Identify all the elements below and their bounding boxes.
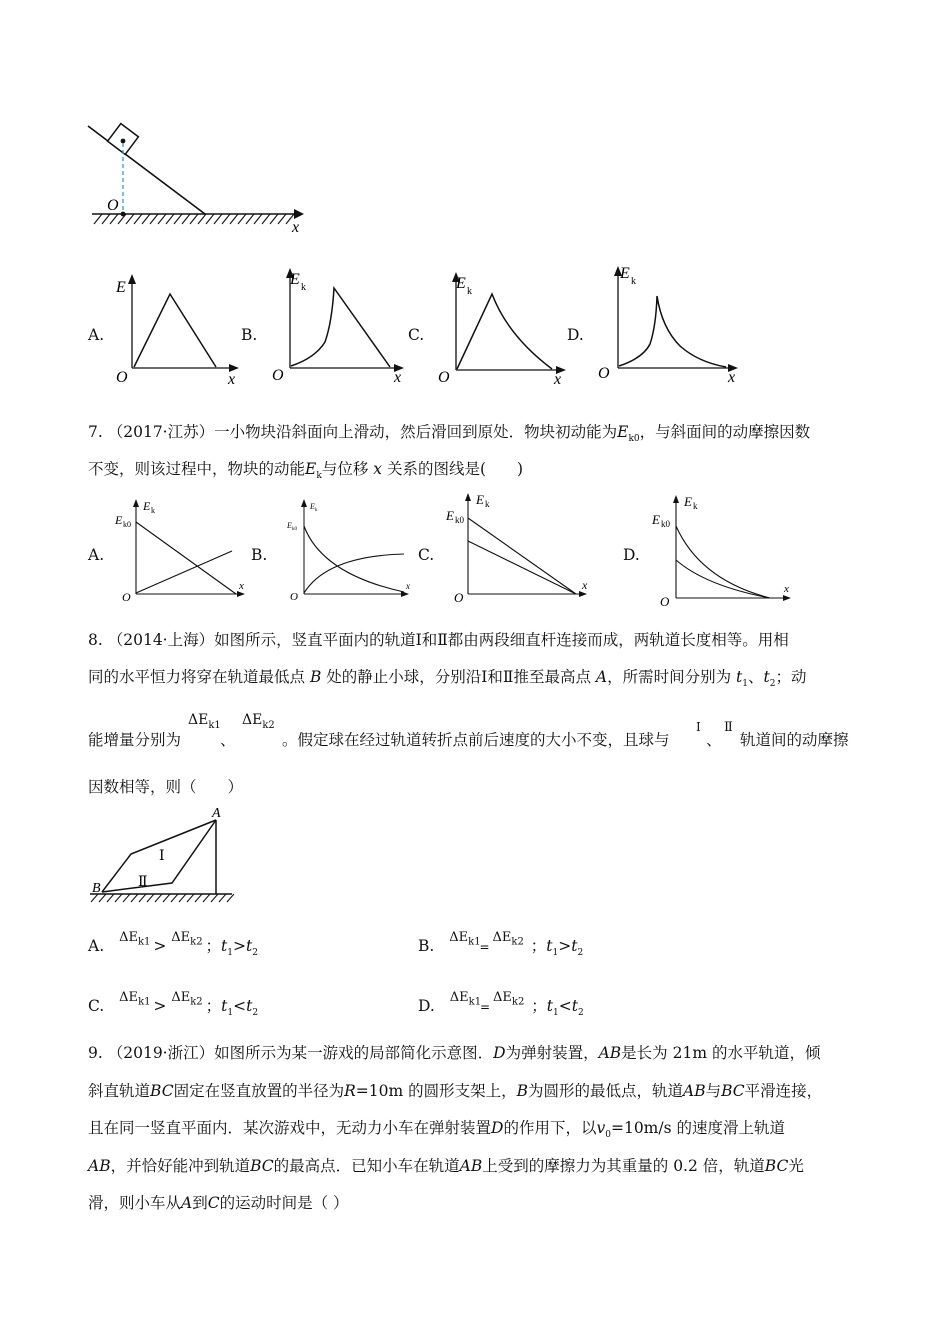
q6b-ylabel: E <box>290 271 300 288</box>
q9-line2: 斜直轨道BC固定在竖直放置的半径为R=10m 的圆形支架上，B为圆形的最低点，轨道AB与BC平滑连接， <box>88 1082 823 1100</box>
q7-option-c[interactable]: C. <box>418 546 435 564</box>
q6d-ysub: k <box>631 276 636 287</box>
q7-text1a: 一小物块沿斜面向上滑动，然后滑回到原处．物块初动能为 <box>214 423 618 441</box>
q6-graph-b <box>270 262 415 384</box>
q9-number: 9. <box>88 1044 103 1062</box>
q8-text1: 如图所示，竖直平面内的轨道Ⅰ和Ⅱ都由两段细直杆连接而成，两轨道长度相等。用相 <box>214 631 789 649</box>
q7-text2a: 不变，则该过程中，物块的动能 <box>88 460 306 478</box>
q8-option-a[interactable]: A. $^{\Delta E_{k1}}$ > $^{\Delta E_{k2}}$ ；$t_1>t_2$ <box>88 930 258 959</box>
q6d-ylabel: E <box>620 265 630 282</box>
q7d-xlabel: x <box>784 583 789 595</box>
q8-t2: t <box>763 668 770 686</box>
q7a-y0sub: k0 <box>123 520 131 529</box>
q8-line3b: 。假定球在经过轨道转折点前后速度的大小不变，且球与 <box>282 731 670 749</box>
q7c-y0: E <box>446 508 454 523</box>
q8-A: A <box>595 668 608 686</box>
q8-text2b: 处的静止小球，分别沿Ⅰ和Ⅱ推至最高点 <box>326 668 591 686</box>
q8-number: 8. <box>88 631 103 649</box>
q8-option-d[interactable]: D. $^{\Delta E_{k1}}$ = $^{\Delta E_{k2}}$ ；$t_1<t_2$ <box>418 990 584 1019</box>
q7-text2b: 与位移 <box>321 460 369 478</box>
q8-fig-track2: Ⅱ <box>138 875 148 890</box>
q8-line1 <box>88 630 789 650</box>
q7b-curve2 <box>304 554 404 593</box>
q7a-y0: E <box>115 513 123 527</box>
q8-track-figure <box>84 806 244 908</box>
q7a-ylabel: E <box>143 499 151 513</box>
q7a-xlabel: x <box>239 580 244 592</box>
q8-fig-track1: Ⅰ <box>159 849 165 864</box>
q9-line1: 9. （2019·浙江）如图所示为某一游戏的局部简化示意图．D为弹射装置，AB是长为 21m 的水平轨道，倾 <box>88 1044 821 1062</box>
q7d-origin: O <box>660 594 670 609</box>
q8-fig-B: B <box>92 881 101 896</box>
q7a-ysub: k <box>151 506 155 515</box>
q6-option-d[interactable]: D. <box>567 326 584 344</box>
q6d-origin: O <box>598 365 610 382</box>
q9-line4: AB，并恰好能冲到轨道BC的最高点．已知小车在轨道AB上受到的摩擦力为其重量的 0.2 倍，轨道BC光 <box>88 1157 804 1175</box>
q8-sep: 、 <box>748 668 764 686</box>
q8-line4: 因数相等，则（ ） <box>88 778 244 796</box>
q8-roman2: Ⅱ <box>724 720 733 735</box>
q6c-curve <box>457 294 552 369</box>
q6-graph-d <box>598 258 748 386</box>
q8-t2-sub: 2 <box>769 679 776 690</box>
q7-x: x <box>373 460 383 478</box>
q7a-line2 <box>136 551 232 593</box>
q6a-origin: O <box>116 369 128 386</box>
q7a-origin: O <box>122 590 131 604</box>
q7-ek0-sub: k0 <box>628 434 640 445</box>
incline-axis-label: x <box>292 219 300 236</box>
q8-fig-A: A <box>212 806 221 821</box>
q8-option-c[interactable]: C. $^{\Delta E_{k1}}$ > $^{\Delta E_{k2}}$ ；$t_1<t_2$ <box>88 990 259 1019</box>
q6b-xlabel: x <box>394 369 402 386</box>
q7-text2c: 关系的图线是( ) <box>386 460 524 478</box>
q7b-xlabel: x <box>406 581 410 591</box>
q9-source: （2019·浙江） <box>107 1044 215 1062</box>
q7-line2 <box>88 459 523 486</box>
q6c-xlabel: x <box>554 371 562 388</box>
q6c-ylabel: E <box>456 275 466 292</box>
q8-option-b[interactable]: B. $^{\Delta E_{k1}}$ = $^{\Delta E_{k2}}$ ；$t_1>t_2$ <box>418 930 584 959</box>
q7b-ylabel: E <box>310 502 315 511</box>
q7c-xlabel: x <box>582 578 588 592</box>
q7c-ysub: k <box>485 499 490 509</box>
q7-graph-b <box>282 494 417 604</box>
q7a-line1 <box>136 522 236 594</box>
q7b-curve1 <box>304 526 404 592</box>
q8-sep3: 、 <box>706 731 722 749</box>
q7-line1 <box>88 422 810 449</box>
q8-text2d: ；动 <box>775 668 807 686</box>
q6a-xlabel: x <box>228 371 236 388</box>
q7c-y0sub: k0 <box>455 515 464 525</box>
q8-line3c: 轨道间的动摩擦 <box>740 731 849 749</box>
q7c-line2 <box>468 541 576 594</box>
q6-graph-c <box>436 266 576 386</box>
q7-text1b: ，与斜面间的动摩擦因数 <box>639 423 811 441</box>
q7d-y0: E <box>652 512 660 527</box>
incline-figure <box>80 120 320 240</box>
q8-source: （2014·上海） <box>107 631 215 649</box>
q7b-origin: O <box>290 591 298 603</box>
q8-t1-sub: 1 <box>742 679 749 690</box>
q7d-ylabel: E <box>684 494 692 509</box>
q9-line5: 滑，则小车从A到C的运动时间是（ ） <box>88 1194 349 1212</box>
q7-number: 7. <box>88 423 103 441</box>
q8-dek2: $\Delta E_{k2}$ <box>242 712 275 731</box>
q7c-line1 <box>468 518 576 594</box>
q7c-ylabel: E <box>476 492 484 507</box>
q8-text2c: ，所需时间分别为 <box>607 668 732 686</box>
q7d-y0sub: k0 <box>661 519 670 529</box>
q6a-ylabel: E <box>116 279 126 296</box>
q6b-curve <box>291 288 390 367</box>
q7-graph-c <box>444 488 594 604</box>
q7-graph-d <box>652 490 802 609</box>
q7-graph-a <box>112 494 257 604</box>
q6c-ysub: k <box>467 286 472 297</box>
q6c-origin: O <box>438 369 450 386</box>
q7-ek: E <box>305 460 317 478</box>
q6b-ysub: k <box>301 282 306 293</box>
incline-origin-label: O <box>107 197 119 214</box>
q6-option-c[interactable]: C. <box>408 326 425 344</box>
q6-option-a[interactable]: A. <box>88 326 105 344</box>
q8-dek1: $\Delta E_{k1}$ <box>188 712 221 731</box>
q9-line3: 且在同一竖直平面内．某次游戏中，无动力小车在弹射装置D的作用下，以$v_0=10m/s$ 的速度滑上轨道 <box>88 1119 785 1141</box>
q7-option-a[interactable]: A. <box>88 546 105 564</box>
q8-t1: t <box>736 668 743 686</box>
q7b-y0sub: k0 <box>292 527 297 532</box>
q8-text2a: 同的水平恒力将穿在轨道最低点 <box>88 668 306 686</box>
q8-line3a: 能增量分别为 <box>88 731 182 749</box>
q7d-ysub: k <box>693 501 698 511</box>
q6d-xlabel: x <box>728 369 736 386</box>
q7-source: （2017·江苏） <box>107 423 215 441</box>
q6b-origin: O <box>272 367 284 384</box>
q7-ek-sub: k <box>316 471 322 482</box>
q8-roman1: Ⅰ <box>696 720 701 734</box>
q7-ek0: E <box>617 423 629 441</box>
q7b-ysub: k <box>315 508 318 513</box>
q6a-curve <box>134 294 216 367</box>
q6-option-b[interactable]: B. <box>241 326 258 344</box>
q7-option-d[interactable]: D. <box>623 546 640 564</box>
q6-graph-a <box>110 272 245 388</box>
q8-line2 <box>88 667 807 694</box>
q8-sep2: 、 <box>220 731 236 749</box>
q7b-y0: E <box>287 521 292 530</box>
q6d-curve <box>619 296 726 367</box>
q8-B: B <box>309 668 322 686</box>
q7-option-b[interactable]: B. <box>251 546 268 564</box>
q7d-curve1 <box>676 526 770 598</box>
q7c-origin: O <box>454 590 464 605</box>
